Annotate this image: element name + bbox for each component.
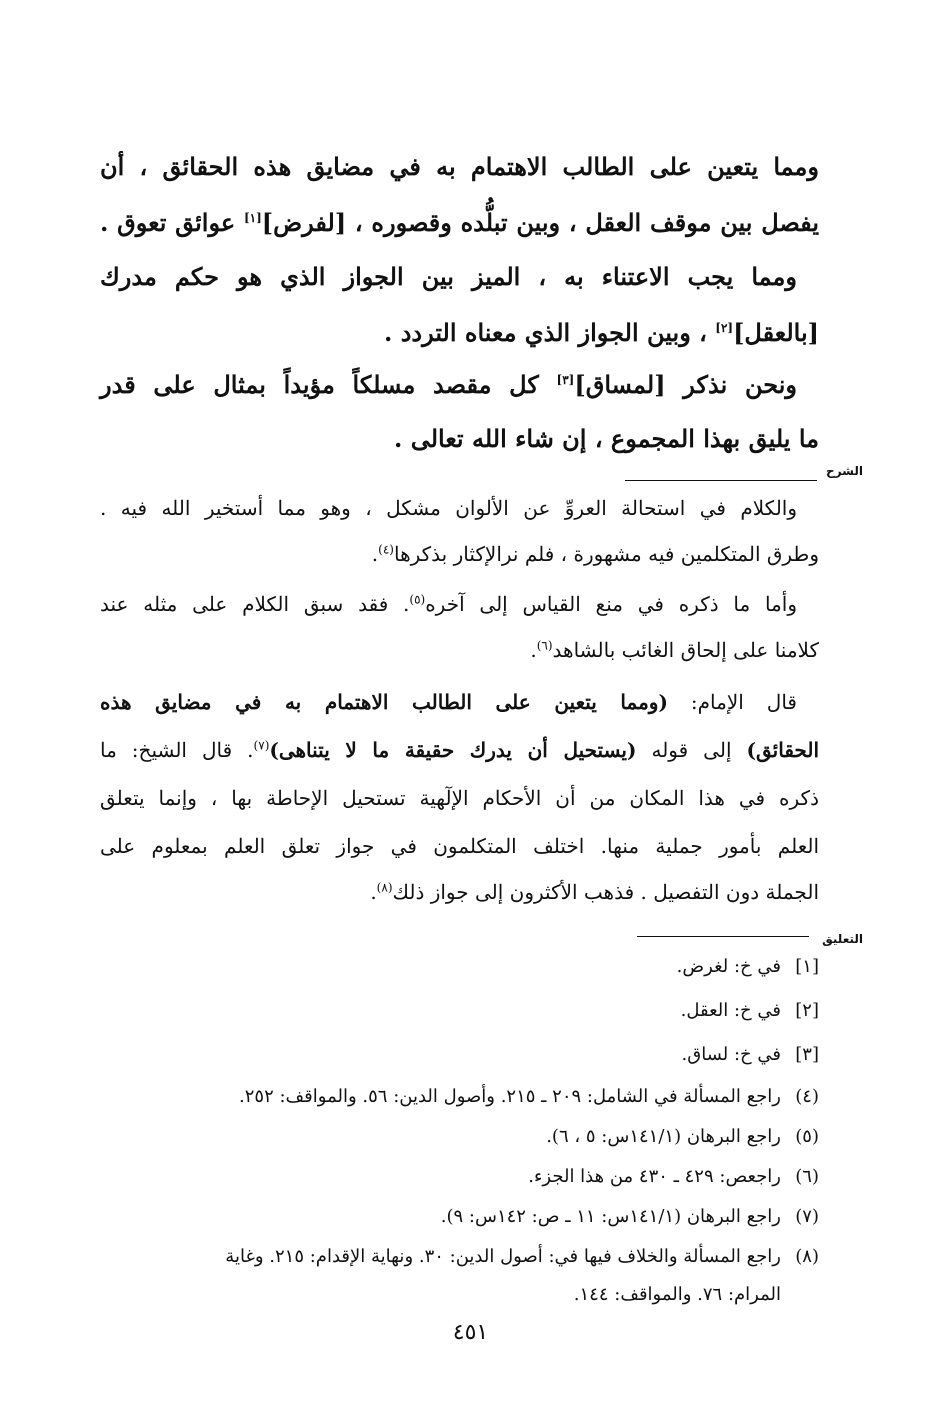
sharh-text: الجملة دون التفصيل . فذهب الأكثرون إلى جواز ذلك: [392, 880, 819, 904]
footnote-text: المرام: ٧٦. والمواقف: ١٤٤.: [573, 1284, 781, 1305]
footnote-1: [100, 956, 819, 977]
sharh-text: . قال الشيخ: ما: [100, 738, 254, 762]
matn-text: ومما يجب الاعتناء به ، الميز بين الجواز الذي هو حكم مدرك: [100, 262, 797, 291]
sharh-line-8: [100, 834, 819, 858]
sharh-line-6: [100, 738, 819, 762]
matn-text: ونحن نذكر [لمساق]: [574, 370, 798, 399]
footnote-text: راجع البرهان (١٤١/١س: ١١ ـ ص: ١٤٢س: ٩).: [440, 1206, 781, 1227]
footnote-number: [٣]: [795, 1044, 819, 1065]
page-number: ٤٥١: [452, 1320, 489, 1345]
footnote-number: (٤): [795, 1086, 819, 1107]
matn-text: [بالعقل]: [733, 318, 819, 347]
footnote-number: (٨): [795, 1246, 819, 1267]
quoted-matn: (ومما يتعين على الطالب الاهتمام به في مضايق هذه: [100, 690, 668, 714]
footnote-8: [100, 1246, 819, 1267]
sharh-line-3: [100, 592, 797, 616]
footnote-number: (٧): [795, 1206, 819, 1227]
footnote-ref: [١]: [243, 211, 262, 225]
sharh-text: والكلام في استحالة العروِّ عن الألوان مشكل ، وهو مما أستخير الله فيه .: [100, 496, 797, 520]
footnote-number: [٢]: [795, 1000, 819, 1021]
taliq-rule: [637, 936, 809, 937]
footnote-6: [100, 1166, 819, 1187]
footnote-ref: (٨): [376, 880, 393, 895]
matn-text: ، وبين الجواز الذي معناه التردد .: [383, 318, 716, 347]
sharh-line-9: [100, 880, 819, 904]
sharh-text: وأما ما ذكره في منع القياس إلى آخره: [425, 592, 797, 616]
footnote-7: [100, 1206, 819, 1227]
footnote-number: [١]: [795, 956, 819, 977]
footnote-number: (٥): [795, 1126, 819, 1147]
quoted-matn: الحقائق): [746, 738, 819, 762]
quoted-matn: (يستحيل أن يدرك حقيقة ما لا يتناهى): [269, 738, 637, 762]
matn-text: ما يليق بهذا المجموع ، إن شاء الله تعالى .: [394, 424, 819, 453]
footnote-2: [100, 1000, 819, 1021]
footnote-ref: (٧): [253, 738, 270, 753]
footnote-5: [100, 1126, 819, 1147]
matn-text: عوائق تعوق .: [100, 208, 244, 237]
footnote-text: راجع المسألة والخلاف فيها في: أصول الدين: ٣٠. ونهاية الإقدام: ٢١٥. وغاية: [225, 1246, 781, 1267]
sharh-text: ذكره في هذا المكان من أن الأحكام الإلٓهية تستحيل الإحاطة بها ، وإنما يتعلق: [100, 786, 819, 810]
footnote-3: [100, 1044, 819, 1065]
matn-text: كل مقصد مسلكاً مؤيداً بمثال على قدر: [100, 370, 557, 399]
matn-text: ومما يتعين على الطالب الاهتمام به في مضايق هذه الحقائق ، أن: [100, 152, 819, 181]
footnote-text: في خ: العقل.: [680, 1000, 781, 1021]
sharh-line-1: [100, 496, 797, 520]
footnote-text: راجع المسألة في الشامل: ٢٠٩ ـ ٢١٥. وأصول الدين: ٥٦. والمواقف: ٢٥٢.: [239, 1086, 781, 1107]
footnote-ref: [٢]: [715, 321, 734, 335]
sharh-text: قال الإمام:: [667, 690, 797, 714]
matn-text: يفصل بين موقف العقل ، وبين تبلُّده وقصوره ، [لفرض]: [261, 208, 820, 237]
sharh-line-4: [100, 638, 819, 662]
sharh-text: إلى قوله: [636, 738, 747, 762]
sharh-text: .: [371, 542, 379, 566]
sharh-text: . فقد سبق الكلام على مثله عند: [100, 592, 410, 616]
sharh-text: وطرق المتكلمين فيه مشهورة ، فلم نرالإكثار بذكرها: [393, 542, 819, 566]
sharh-block: [100, 0, 819, 920]
footnote-text: في خ: لساق.: [681, 1044, 781, 1065]
footnote-ref: (٤): [378, 542, 394, 557]
sharh-line-2: [100, 542, 819, 566]
footnote-ref: [٣]: [556, 373, 575, 387]
taliq-label: التعليق: [822, 932, 863, 946]
sharh-line-7: [100, 786, 819, 810]
footnote-ref: (٦): [536, 638, 553, 653]
sharh-label: الشرح: [826, 464, 863, 478]
sharh-text: كلامنا على إلحاق الغائب بالشاهد: [552, 638, 819, 662]
sharh-text: .: [530, 638, 537, 662]
footnote-4: [100, 1086, 819, 1107]
sharh-line-5: [100, 690, 797, 714]
footnote-ref: (٥): [409, 592, 426, 607]
footnote-text: راجعص: ٤٢٩ ـ ٤٣٠ من هذا الجزء.: [528, 1166, 781, 1187]
sharh-text: .: [370, 880, 377, 904]
sharh-text: العلم بأمور جملية منها. اختلف المتكلمون في جواز تعلق العلم بمعلوم على: [100, 834, 819, 858]
footnote-text: في خ: لغرض.: [676, 956, 781, 977]
footnote-8-continued: [100, 1284, 781, 1305]
footnote-number: (٦): [795, 1166, 819, 1187]
footnote-text: راجع البرهان (١٤١/١س: ٥ ، ٦).: [546, 1126, 781, 1147]
